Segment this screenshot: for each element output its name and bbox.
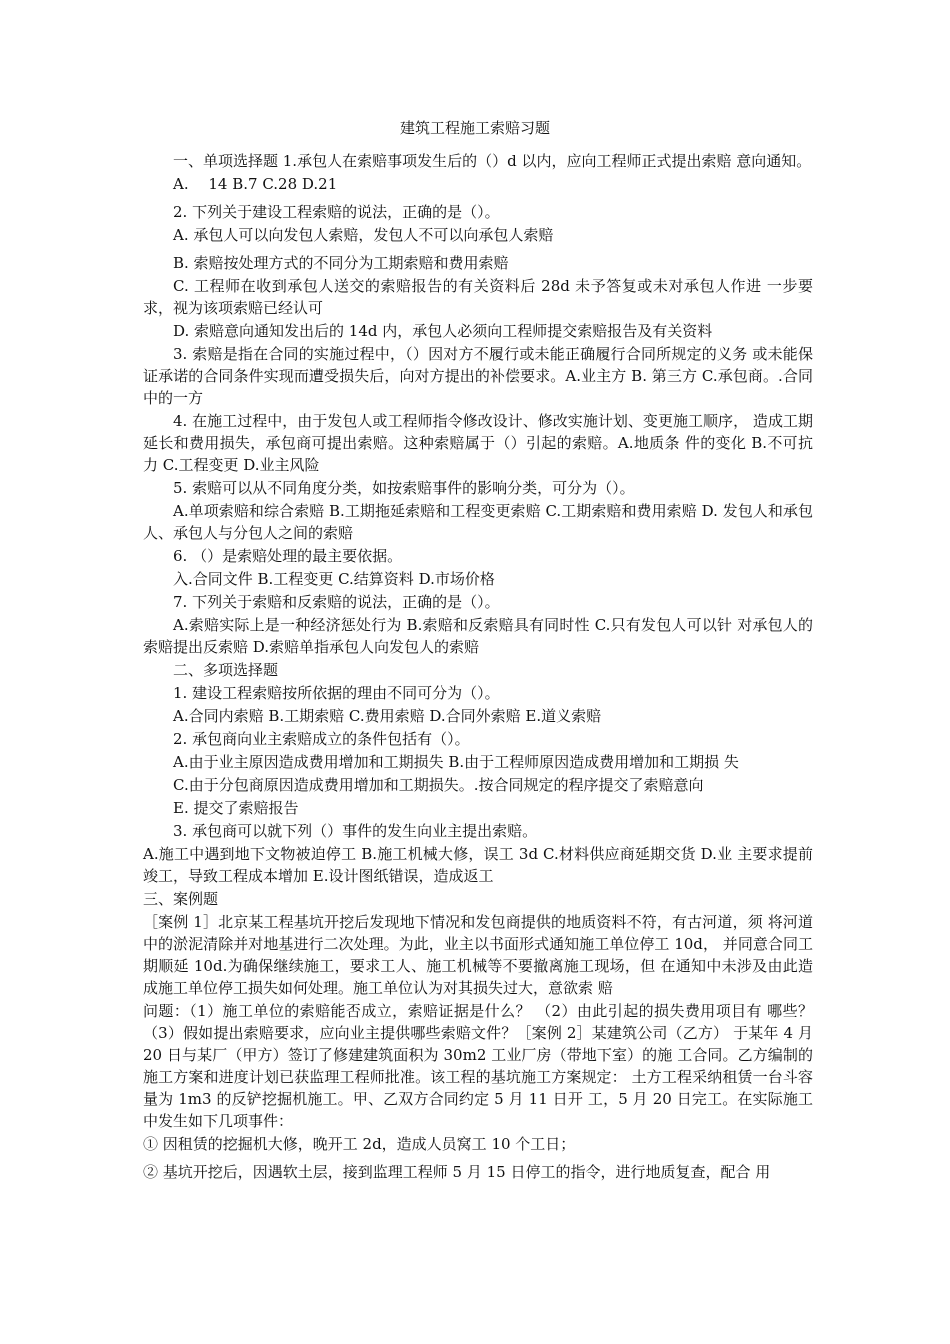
paragraph: D. 索赔意向通知发出后的 14d 内，承包人必须向工程师提交索赔报告及有关资料	[173, 322, 713, 340]
paragraph: ① 因租赁的挖掘机大修，晚开工 2d，造成人员窝工 10 个工日；	[143, 1135, 576, 1153]
paragraph: 4. 在施工过程中，由于发包人或工程师指令修改设计、修改实施计划、变更施工顺序， 造成工期延长和费用损失，承包商可提出索赔。这种索赔属于（）引起的索赔。A.地质条 件的变化 B.不可抗力 C.工程变更 D.业主风险	[143, 412, 813, 474]
paragraph: 3. 承包商可以就下列（）事件的发生向业主提出索赔。	[173, 822, 538, 840]
paragraph: A.索赔实际上是一种经济惩处行为 B.索赔和反索赔具有同时性 C.只有发包人可以针 对承包人的索赔提出反索赔 D.索赔单指承包人向发包人的索赔	[143, 616, 813, 656]
paragraph: A. 承包人可以向发包人索赔，发包人不可以向承包人索赔	[173, 226, 554, 244]
paragraph: A.单项索赔和综合索赔 B.工期拖延索赔和工程变更索赔 C.工期索赔和费用索赔 D. 发包人和承包人、承包人与分包人之间的索赔	[143, 502, 813, 542]
paragraph: C. 工程师在收到承包人送交的索赔报告的有关资料后 28d 未予答复或未对承包人作进 一步要求，视为该项索赔已经认可	[143, 277, 813, 317]
section-heading: 三、案例题	[143, 890, 219, 908]
document-title: 建筑工程施工索赔习题	[399, 119, 550, 137]
paragraph: 1. 建设工程索赔按所依据的理由不同可分为（）。	[173, 684, 500, 702]
paragraph: 入.合同文件 B.工程变更 C.结算资料 D.市场价格	[173, 570, 495, 588]
paragraph: C.由于分包商原因造成费用增加和工期损失。.按合同规定的程序提交了索赔意向	[173, 776, 704, 794]
paragraph: A.合同内索赔 B.工期索赔 C.费用索赔 D.合同外索赔 E.道义索赔	[173, 707, 602, 725]
paragraph: 2. 承包商向业主索赔成立的条件包括有（）。	[173, 730, 470, 748]
paragraph: 2. 下列关于建设工程索赔的说法，正确的是（）。	[173, 203, 500, 221]
paragraph: E. 提交了索赔报告	[173, 799, 299, 817]
paragraph: 6. （）是索赔处理的最主要依据。	[173, 547, 403, 565]
paragraph: A. 14 B.7 C.28 D.21	[173, 175, 338, 193]
paragraph: 7. 下列关于索赔和反索赔的说法，正确的是（）。	[173, 593, 500, 611]
section-heading: 二、多项选择题	[173, 661, 279, 679]
paragraph: B. 索赔按处理方式的不同分为工期索赔和费用索赔	[173, 254, 509, 272]
paragraph: 3. 索赔是指在合同的实施过程中，（）因对方不履行或未能正确履行合同所规定的义务 或未能保证承诺的合同条件实现而遭受损失后，向对方提出的补偿要求。A.业主方 B. 第三方 C.承包商。.合同中的一方	[143, 345, 813, 407]
paragraph: A.由于业主原因造成费用增加和工期损失 B.由于工程师原因造成费用增加和工期损 失	[173, 753, 739, 771]
document-body	[143, 150, 813, 1184]
paragraph: A.施工中遇到地下文物被迫停工 B.施工机械大修，误工 3d C.材料供应商延期交货 D.业 主要求提前竣工，导致工程成本增加 E.设计图纸错误，造成返工	[143, 845, 813, 885]
paragraph: ② 基坑开挖后，因遇软土层，接到监理工程师 5 月 15 日停工的指令，进行地质复查，配合 用	[143, 1163, 771, 1181]
paragraph: 5. 索赔可以从不同角度分类，如按索赔事件的影响分类，可分为（）。	[173, 479, 635, 497]
paragraph: ［案例 1］北京某工程基坑开挖后发现地下情况和发包商提供的地质资料不符，有古河道，须 将河道中的淤泥清除并对地基进行二次处理。为此，业主以书面形式通知施工单位停工 10d， 并同意合同工期顺延 10d.为确保继续施工，要求工人、施工机械等不要撤离施工现场，但 在通知中未涉及由此造成施工单位停工损失如何处理。施工单位认为对其损失过大，意欲索 赔	[143, 913, 813, 997]
paragraph: 问题：（1）施工单位的索赔能否成立，索赔证据是什么？ （2）由此引起的损失费用项目有 哪些？ （3）假如提出索赔要求，应向业主提供哪些索赔文件？［案例 2］某建筑公司（乙方） 于某年 4 月 20 日与某厂（甲方）签订了修建建筑面积为 30m2 工业厂房（带地下室）的施 工合同。乙方编制的施工方案和进度计划已获监理工程师批准。该工程的基坑施工方案规定： 土方工程采纳租赁一台斗容量为 1m3 的反铲挖掘机施工。甲、乙双方合同约定 5 月 11 日开 工，5 月 20 日完工。在实际施工中发生如下几项事件：	[143, 1002, 813, 1130]
paragraph: 一、单项选择题 1.承包人在索赔事项发生后的（）d 以内，应向工程师正式提出索赔 意向通知。	[173, 152, 812, 170]
